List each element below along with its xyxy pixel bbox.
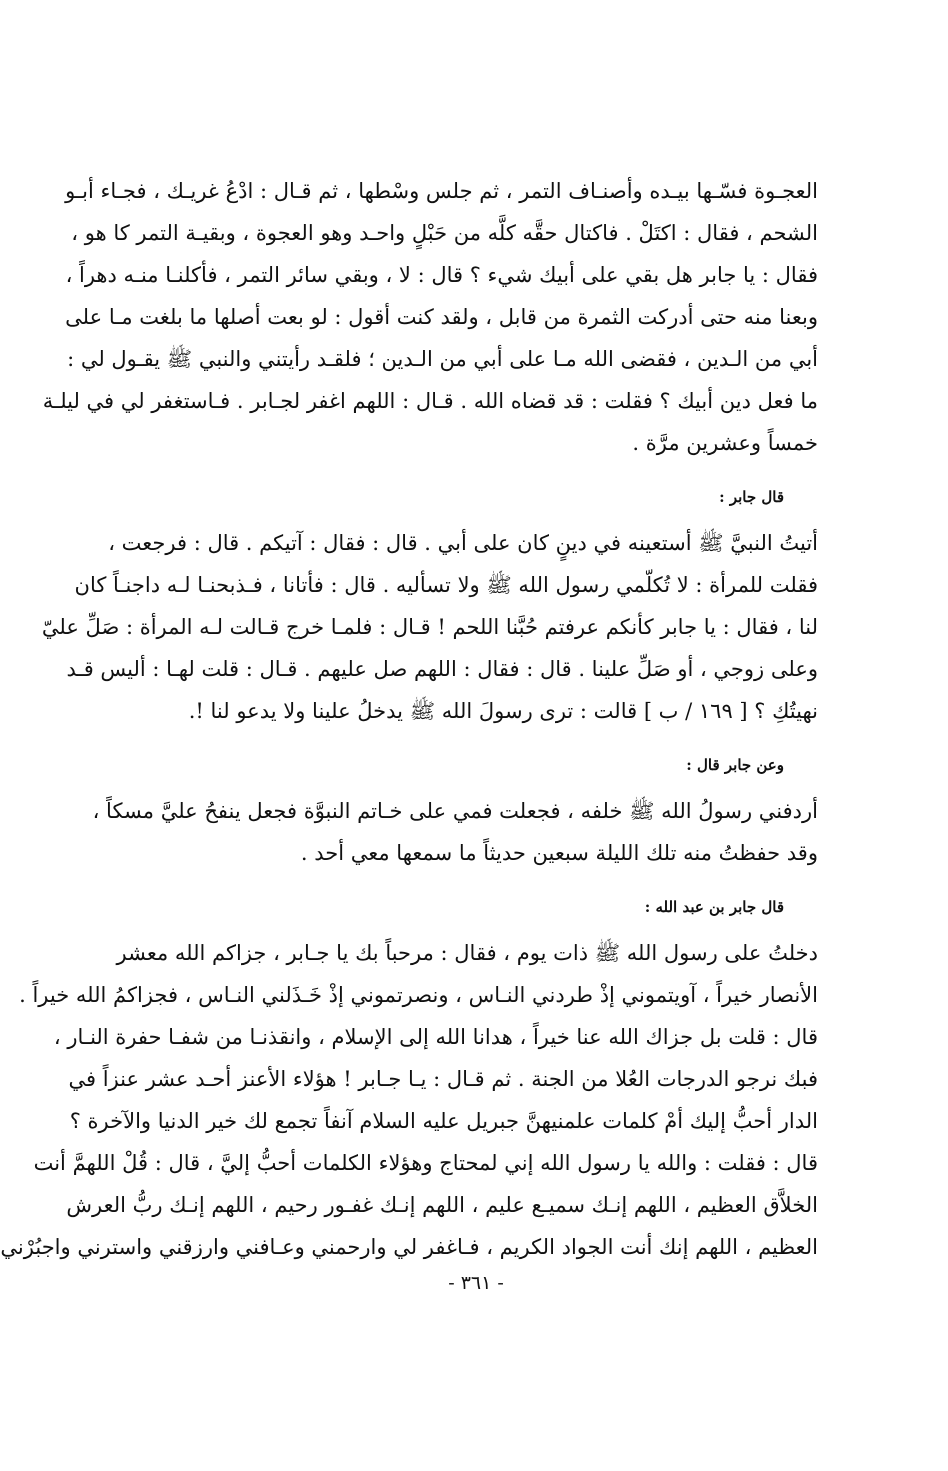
text-line: أبي من الـدين ، فقضى الله مـا على أبي من الـدين ؛ فلقـد رأيتني والنبي ﷺ يقـول لي : [67,347,818,371]
text-line: الأنصار خيراً ، آويتموني إذْ طردني النـاس ، ونصرتموني إذْ خَـذَلني النـاس ، فجزاكمُ الله خيراً . [19,983,818,1007]
section-heading: وعن جابر قال : [686,756,784,774]
text-line: فقلت للمرأة : لا تُكلّمي رسول الله ﷺ ولا تسأليه . قال : فأتانا ، فـذبحنـا لـه داجنـاً كان [74,573,818,597]
section-heading: قال جابر : [719,488,784,506]
text-line: العظيم ، اللهم إنك أنت الجواد الكريم ، فـاغفر لي وارحمني وعـافني وارزقني واسترني واجبُرْني [0,1235,818,1259]
text-line: فقال : يا جابر هل بقي على أبيك شيء ؟ قال : لا ، وبقي سائر التمر ، فأكلنـا منـه دهراً ، [65,263,818,287]
text-line: وقد حفظتُ منه تلك الليلة سبعين حديثاً ما سمعها معي أحد . [300,841,818,865]
page-number: - ٣٦١ - [448,1272,504,1294]
text-line: أتيتُ النبيَّ ﷺ أستعينه في دينٍ كان على أبي . قال : فقال : آتيكم . قال : فرجعت ، [108,531,818,555]
paragraph-1 [42,170,818,464]
text-line: خمساً وعشرين مرَّة . [632,431,818,455]
text-line: العجـوة فسّـها بيـده وأصنـاف التمر ، ثم جلس وسْطها ، ثم قـال : ادْعُ غريـك ، فجـاء أبـو [65,179,818,203]
text-line: أردفني رسولُ الله ﷺ خلفه ، فجعلت فمي على خـاتم النبوَّة فجعل ينفحُ عليَّ مسكاً ، [92,799,818,823]
text-line: الدار أحبُّ إليك أمْ كلمات علمنيهنَّ جبريل عليه السلام آنفاً تجمع لك خير الدنيا والآخرة ؟ [69,1109,818,1133]
text-line: قال : قلت بل جزاك الله عنا خيراً ، هدانا الله إلى الإسلام ، وانقذنـا من شفـا حفرة النـار ، [53,1025,818,1049]
text-line: لنا ، فقال : يا جابر كأنكم عرفتم حُبَّنا اللحم ! قـال : فلمـا خرج قـالت لـه المرأة : صَلِّ عليّ [41,615,818,639]
paragraph-2 [41,522,818,732]
section-heading: قال جابر بن عبد الله : [644,898,784,916]
page-body [0,170,818,1268]
text-line: قال : فقلت : والله يا رسول الله إني لمحتاج وهؤلاء الكلمات أحبُّ إليَّ ، قال : قُلْ اللهمَّ أنت [33,1151,818,1175]
paragraph-3 [92,790,818,874]
text-line: وعلى زوجي ، أو صَلِّ علينا . قال : فقال : اللهم صل عليهم . قـال : قلت لهـا : أليس قـد [66,657,818,681]
text-line: نهيتُكِ ؟ [ ١٦٩ / ب ] قالت : ترى رسولَ الله ﷺ يدخلُ علينا ولا يدعو لنا !. [188,699,818,723]
text-line: الشحم ، فقال : اكتَلْ . فاكتال حقَّه كلَّه من حَبْلٍ واحـد وهو العجوة ، وبقيـة التمر كا هو ، [71,221,818,245]
text-line: ما فعل دين أبيك ؟ فقلت : قد قضاه الله . قـال : اللهم اغفر لجـابر . فـاستغفر لي في ليلـة [42,389,818,413]
text-line: فبك نرجو الدرجات العُلا من الجنة . ثم قـال : يـا جـابر ! هؤلاء الأعنز أحـد عشر عنزاً في [68,1067,818,1091]
text-line: وبعنا منه حتى أدركت الثمرة من قابل ، ولقد كنت أقول : لو بعت أصلها ما بلغت مـا على [65,305,818,329]
text-line: دخلتُ على رسول الله ﷺ ذات يوم ، فقال : مرحباً بك يا جـابر ، جزاكم الله معشر [116,941,818,965]
paragraph-4 [0,932,818,1268]
text-line: الخلاَّق العظيم ، اللهم إنـك سميـع عليم ، اللهم إنـك غفـور رحيم ، اللهم إنـك ربُّ العرش [66,1193,818,1217]
